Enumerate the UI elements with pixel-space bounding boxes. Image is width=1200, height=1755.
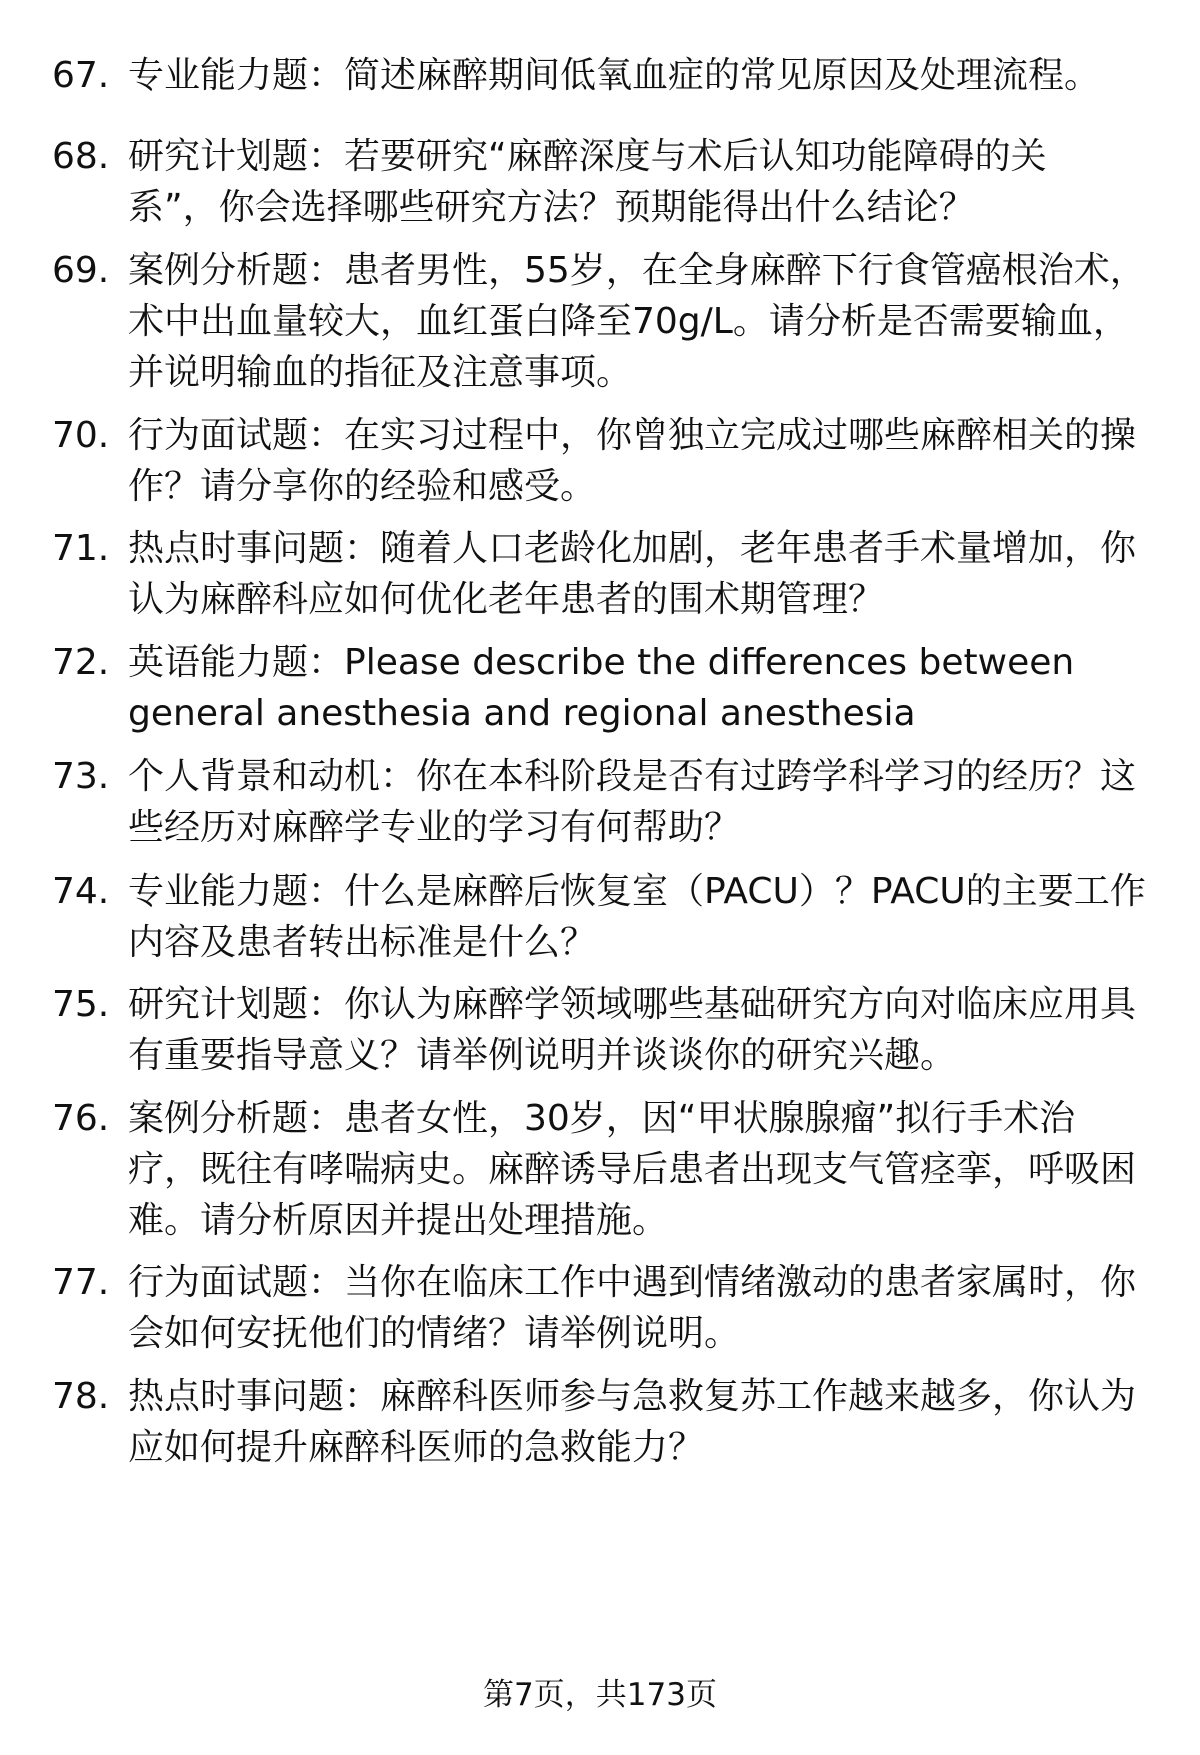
question-number: 72.: [52, 642, 110, 683]
question-line: 些经历对麻醉学专业的学习有何帮助？: [128, 807, 741, 848]
question-line: 难。请分析原因并提出处理措施。: [128, 1200, 669, 1241]
question-number: 77.: [52, 1262, 110, 1303]
question-number: 67.: [52, 55, 110, 96]
question-line: 并说明输血的指征及注意事项。: [128, 352, 633, 393]
question-line: 专业能力题：什么是麻醉后恢复室（PACU）？PACU的主要工作: [128, 871, 1146, 912]
question-text: [128, 751, 1158, 853]
question-line: general anesthesia and regional anesthesia: [128, 693, 916, 734]
question-text: [128, 523, 1158, 625]
question-number: 68.: [52, 136, 110, 177]
question-line: 行为面试题：当你在临床工作中遇到情绪激动的患者家属时，你: [128, 1262, 1137, 1303]
question-text: [128, 1257, 1158, 1359]
question-line: 系”，你会选择哪些研究方法？预期能得出什么结论？: [128, 187, 975, 228]
question-line: 专业能力题：简述麻醉期间低氧血症的常见原因及处理流程。: [128, 55, 1101, 96]
question-number: 76.: [52, 1098, 110, 1139]
question-line: 认为麻醉科应如何优化老年患者的围术期管理？: [128, 579, 885, 620]
question-line: 热点时事问题：随着人口老龄化加剧，老年患者手术量增加，你: [128, 528, 1137, 569]
question-line: 英语能力题：Please describe the differences between: [128, 642, 1075, 683]
question-text: [128, 1371, 1158, 1473]
question-number: 70.: [52, 415, 110, 456]
question-line: 作？请分享你的经验和感受。: [128, 466, 597, 507]
question-line: 案例分析题：患者女性，30岁，因“甲状腺腺瘤”拟行手术治: [128, 1098, 1076, 1139]
question-line: 行为面试题：在实习过程中，你曾独立完成过哪些麻醉相关的操: [128, 415, 1137, 456]
question-line: 会如何安抚他们的情绪？请举例说明。: [128, 1313, 741, 1354]
question-line: 内容及患者转出标准是什么？: [128, 922, 597, 963]
question-text: [128, 637, 1158, 739]
question-number: 71.: [52, 528, 110, 569]
question-text: [128, 245, 1158, 398]
page-footer: [0, 1673, 1200, 1717]
question-text: [128, 50, 1158, 101]
question-line: 疗，既往有哮喘病史。麻醉诱导后患者出现支气管痉挛，呼吸困: [128, 1149, 1137, 1190]
question-text: [128, 1093, 1158, 1246]
question-line: 个人背景和动机：你在本科阶段是否有过跨学科学习的经历？这: [128, 756, 1137, 797]
question-number: 78.: [52, 1376, 110, 1417]
question-number: 69.: [52, 250, 110, 291]
question-text: [128, 131, 1158, 233]
question-line: 术中出血量较大，血红蛋白降至70g/L。请分析是否需要输血，: [128, 301, 1129, 342]
question-number: 73.: [52, 756, 110, 797]
question-line: 研究计划题：你认为麻醉学领域哪些基础研究方向对临床应用具: [128, 984, 1137, 1025]
question-text: [128, 979, 1158, 1081]
page-number: 第7页，共173页: [483, 1677, 717, 1713]
question-text: [128, 866, 1158, 968]
question-line: 有重要指导意义？请举例说明并谈谈你的研究兴趣。: [128, 1035, 957, 1076]
question-line: 研究计划题：若要研究“麻醉深度与术后认知功能障碍的关: [128, 136, 1047, 177]
question-line: 热点时事问题：麻醉科医师参与急救复苏工作越来越多，你认为: [128, 1376, 1137, 1417]
question-text: [128, 410, 1158, 512]
question-line: 案例分析题：患者男性，55岁，在全身麻醉下行食管癌根治术，: [128, 250, 1146, 291]
question-line: 应如何提升麻醉科医师的急救能力？: [128, 1427, 705, 1468]
question-number: 74.: [52, 871, 110, 912]
question-number: 75.: [52, 984, 110, 1025]
